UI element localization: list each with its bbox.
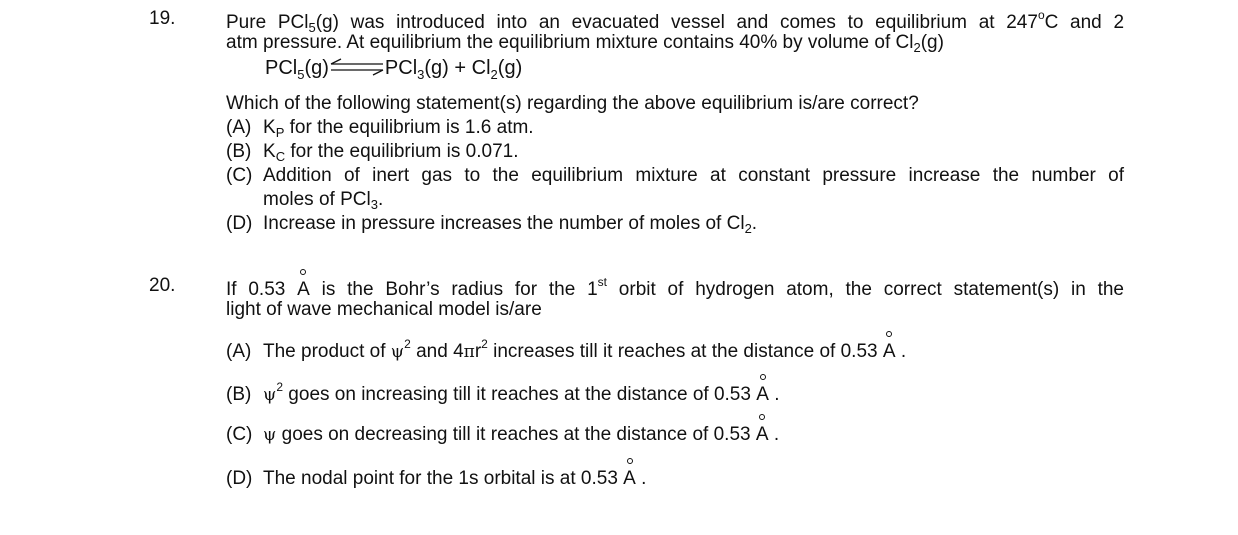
q20-number: 20.: [149, 275, 176, 296]
q19-number: 19.: [149, 8, 176, 29]
q19-question: Which of the following statement(s) regarding the above equilibrium is/are correct?: [226, 93, 919, 114]
q20-option-d: (D) The nodal point for the 1s orbital is at 0.53 A .: [226, 468, 647, 489]
q19-line-1: Pure PCl$_5$(g) was introduced into an evacuated vessel and comes to equilibrium at 247$^o$C and 2: [226, 8, 1125, 35]
q20-option-c: (C) ψ goes on decreasing till it reaches at the distance of 0.53 A .: [226, 424, 780, 445]
q19-option-d: (D) Increase in pressure increases the number of moles of $Cl_2$.: [226, 213, 758, 236]
angstrom-symbol: A: [882, 341, 896, 362]
q19-option-a: (A) $K_P$ for the equilibrium is 1.6 atm.: [226, 117, 534, 140]
q19-option-c-cont: moles of PCl$_3$.: [263, 189, 384, 212]
angstrom-symbol: A: [297, 279, 310, 300]
angstrom-symbol: A: [755, 424, 769, 445]
q19-line-2: atm pressure. At equilibrium the equilibrium mixture contains 40% by volume of $Cl_2(g)$: [226, 32, 944, 55]
equilibrium-equation: PCl$_5$(g) $PCl_3(g) + Cl_2(g)$: [265, 57, 523, 82]
angstrom-symbol: A: [756, 384, 769, 405]
q20-option-a: (A) The product of $\psi^2$ and $4\pi r^2$ increases till it reaches at the distance of 0.53 A .: [226, 337, 907, 362]
angstrom-symbol: A: [623, 468, 636, 489]
q20-line-2: light of wave mechanical model is/are: [226, 299, 542, 320]
q19-option-c: (C) Addition of inert gas to the equilibrium mixture at constant pressure increase the number of: [226, 165, 1124, 186]
q20-option-b: (B) $\psi^2$ goes on increasing till it reaches at the distance of 0.53 A .: [226, 380, 780, 405]
q19-option-b: (B) $K_C$ for the equilibrium is 0.071.: [226, 141, 519, 164]
q20-line-1: If 0.53 A is the Bohr’s radius for the 1st orbit of hydrogen atom, the correct statement(s) in the: [226, 275, 1124, 300]
equilibrium-arrow-icon: [329, 57, 385, 77]
